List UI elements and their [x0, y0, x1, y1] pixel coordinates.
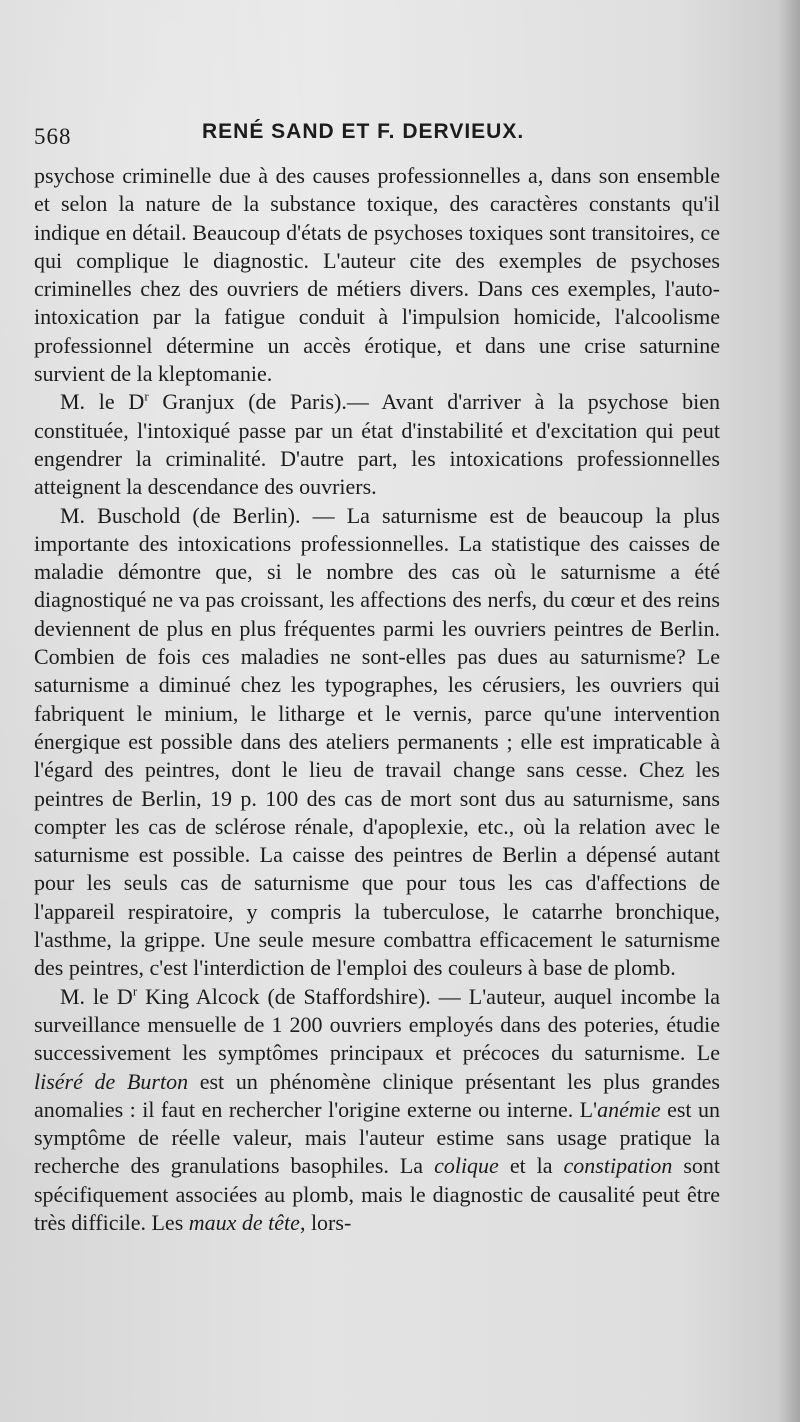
text-segment: sont spécifiquement associées au plomb, mais le diagnostic de causalité peut être très difficile. Les [34, 1153, 720, 1235]
paragraph-2-text: Granjux (de Paris).— Avant d'arriver à la psychose bien constituée, l'intoxiqué passe par un état d'instabilité et d'excitation qui peut engendrer la criminalité. D'autre part, les intoxications professionnelles atteignent la descendance des ouvriers. [34, 389, 720, 500]
text-segment: est un phénomène clinique présentant les plus grandes anomalies : il faut en rechercher l'origine externe ou interne. L' [34, 1068, 720, 1122]
text-segment: et la [498, 1153, 564, 1179]
text-segment: , lors- [299, 1209, 352, 1235]
paragraph-1: psychose criminelle due à des causes professionnelles a, dans son ensemble et selon la nature de la substance toxique, des caractères constants qu'il indique en détail. Beaucoup d'états de psychoses toxiques sont transitoires, ce qui complique le diagnostic. L'auteur cite des exemples de psychoses criminelles chez des ouvriers de métiers divers. Dans ces exemples, l'auto-intoxication par la fatigue conduit à l'impulsion homicide, l'alcoolisme professionnel détermine un accès érotique, et dans une crise saturnine survient de la kleptomanie. [34, 163, 720, 387]
paragraph-2 [34, 388, 720, 501]
speaker-prefix: M. le D [60, 389, 145, 415]
body-text [34, 162, 720, 1237]
page-header [34, 120, 734, 154]
italic-term: colique [434, 1153, 499, 1179]
page-number: 568 [34, 124, 72, 149]
italic-term: liséré de Burton [34, 1068, 189, 1094]
doctor-abbrev-sup: r [132, 983, 138, 999]
text-segment: est un symptôme de réelle valeur, mais l'auteur estime sans usage pratique la recherche des granulations basophiles. La [34, 1096, 720, 1179]
running-head: RENÉ SAND ET F. DERVIEUX. [202, 120, 525, 143]
paragraph-3: M. Buschold (de Berlin). — La saturnisme est de beaucoup la plus importante des intoxications professionnelles. La statistique des caisses de maladie démontre que, si le nombre des cas où le saturnisme a été diagnostiqué ne va pas croissant, les affections des nerfs, du cœur et des reins deviennent de plus en plus fréquentes parmi les ouvriers peintres de Berlin. Combien de fois ces maladies ne sont-elles pas dues au saturnisme? Le saturnisme a diminué chez les typographes, les cérusiers, les ouvriers qui fabriquent le minium, le litharge et le vernis, parce qu'une intervention énergique est possible dans des ateliers permanents ; elle est impraticable à l'égard des peintres, dont le lieu de travail change sans cesse. Chez les peintres de Berlin, 19 p. 100 des cas de mort sont dus au saturnisme, sans compter les cas de sclérose rénale, d'apoplexie, etc., où la relation avec le saturnisme est possible. La caisse des peintres de Berlin a dépensé autant pour les seuls cas de saturnisme que pour tous les cas d'affections de l'appareil respiratoire, y compris la tuberculose, le catarrhe bronchique, l'asthme, la grippe. Une seule mesure combattra efficacement le saturnisme des peintres, c'est l'interdiction de l'emploi des couleurs à base de plomb. [34, 502, 720, 981]
paragraph-4 [34, 983, 720, 1238]
italic-term: constipation [563, 1153, 673, 1179]
speaker-prefix: M. le D [60, 983, 133, 1009]
italic-term: maux de tête [188, 1209, 300, 1235]
text-segment: King Alcock (de Staffordshire). — L'auteur, auquel incombe la surveillance mensuelle de 1 200 ouvriers employés dans des poteries, étudie successivement les symptômes principaux et précoces du saturnisme. Le [34, 983, 721, 1066]
italic-term: anémie [597, 1096, 661, 1122]
doctor-abbrev-sup: r [144, 389, 149, 405]
